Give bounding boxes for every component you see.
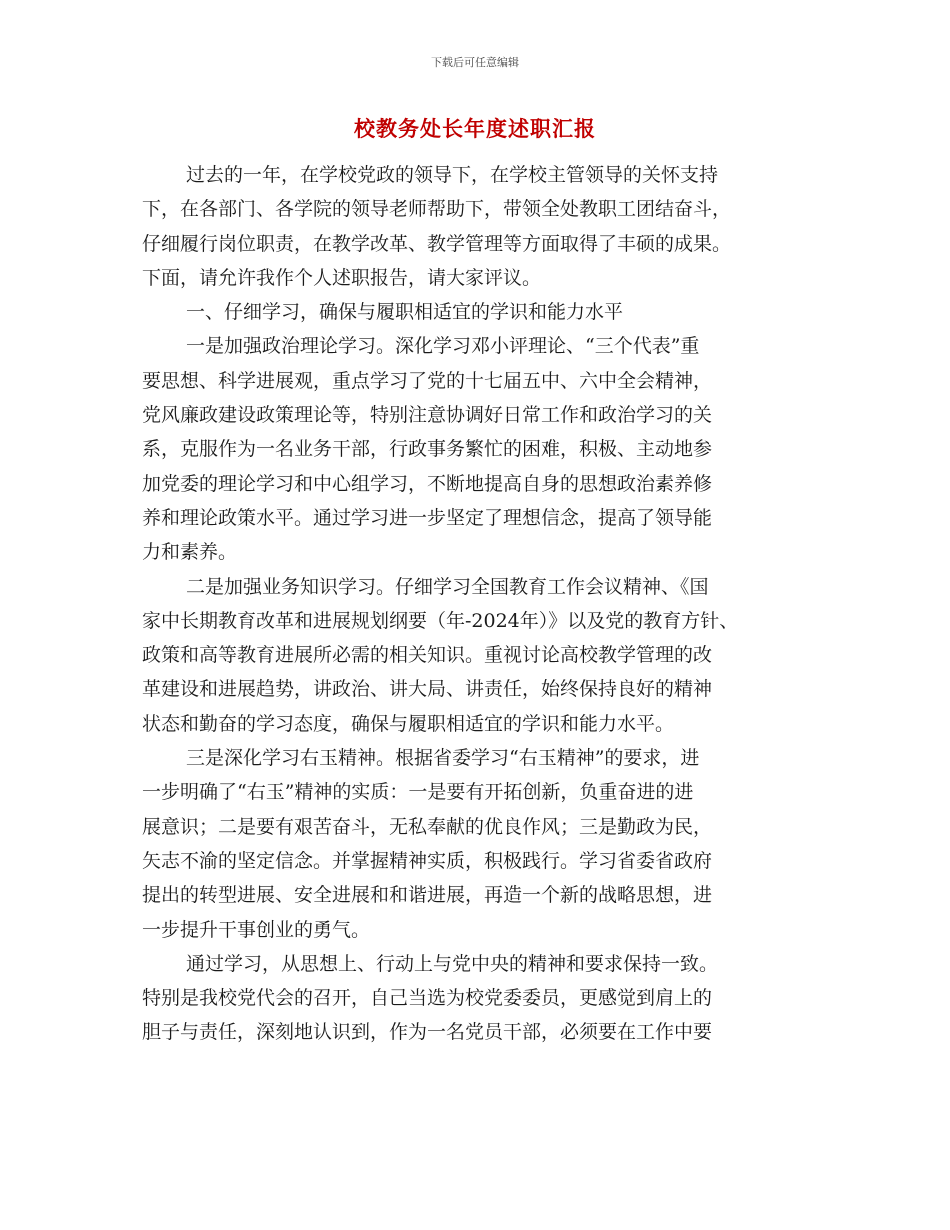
body-line: 过去的一年，在学校党政的领导下，在学校主管领导的关怀支持 [186,164,719,186]
body-line: 家中长期教育改革和进展规划纲要（年-2024年）》以及党的教育方针、 [142,609,739,632]
body-line: 三是深化学习右玉精神。根据省委学习“右玉精神”的要求，进 [186,747,700,770]
document-body [142,158,822,1050]
body-line: 下面，请允许我作个人述职报告，请大家评议。 [142,266,542,289]
body-line: 党风廉政建设政策理论等，特别注意协调好日常工作和政治学习的关 [142,404,713,427]
body-line: 一、仔细学习，确保与履职相适宜的学识和能力水平 [186,301,624,324]
body-line: 特别是我校党代会的召开，自己当选为校党委委员，更感觉到肩上的 [142,987,713,1010]
body-line: 展意识；二是要有艰苦奋斗，无私奉献的优良作风；三是勤政为民， [142,815,713,838]
body-line: 政策和高等教育进展所必需的相关知识。重视讨论高校教学管理的改 [142,644,713,667]
body-line: 仔细履行岗位职责，在教学改革、教学管理等方面取得了丰硕的成果。 [142,232,732,255]
body-line: 提出的转型进展、安全进展和和谐进展，再造一个新的战略思想，进 [142,884,713,907]
body-line: 状态和勤奋的学习态度，确保与履职相适宜的学识和能力水平。 [142,712,675,735]
body-line: 下，在各部门、各学院的领导老师帮助下，带领全处教职工团结奋斗， [142,198,732,221]
body-line: 胆子与责任，深刻地认识到，作为一名党员干部，必须要在工作中要 [142,1021,713,1044]
header-note: 下载后可任意编辑 [431,56,519,69]
body-line: 一步明确了“右玉”精神的实质：一是要有开拓创新，负重奋进的进 [142,781,694,804]
body-line: 系，克服作为一名业务干部，行政事务繁忙的困难，积极、主动地参 [142,438,713,461]
body-line: 力和素养。 [142,541,238,564]
body-line: 加党委的理论学习和中心组学习，不断地提高自身的思想政治素养修 [142,472,713,495]
body-line: 养和理论政策水平。通过学习进一步坚定了理想信念，提高了领导能 [142,506,713,529]
body-line: 要思想、科学进展观，重点学习了党的十七届五中、六中全会精神， [142,369,713,392]
body-line: 一是加强政治理论学习。深化学习邓小评理论、“三个代表”重 [186,335,700,358]
body-line: 通过学习，从思想上、行动上与党中央的精神和要求保持一致。 [186,952,719,975]
document-title: 校教务处长年度述职汇报 [354,116,596,141]
body-line: 二是加强业务知识学习。仔细学习全国教育工作会议精神、《国 [186,575,709,598]
body-line: 革建设和进展趋势，讲政治、讲大局、讲责任，始终保持良好的精神 [142,678,713,701]
body-line: 矢志不渝的坚定信念。并掌握精神实质，积极践行。学习省委省政府 [142,849,713,872]
body-line: 一步提升干事创业的勇气。 [142,918,371,941]
